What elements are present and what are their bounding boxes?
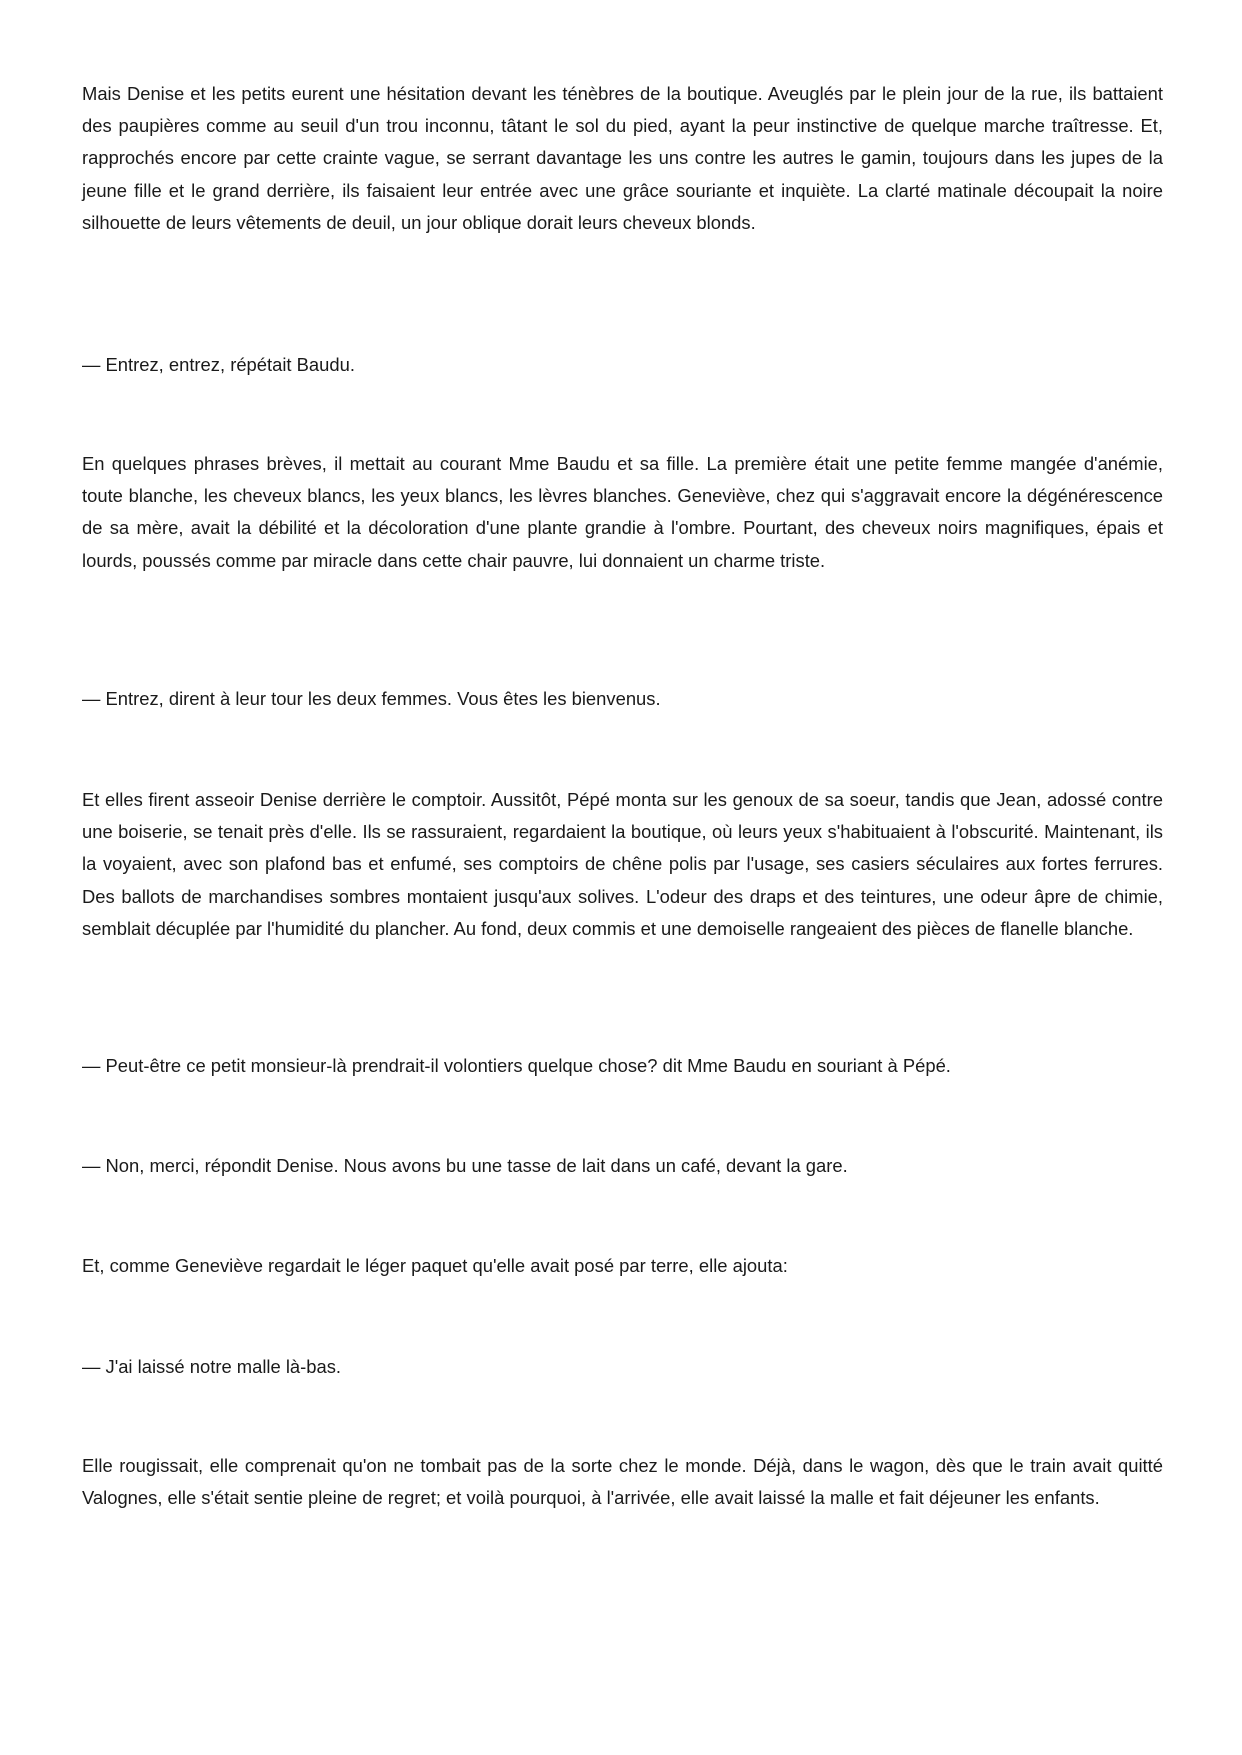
paragraph-7: — Non, merci, répondit Denise. Nous avons bu une tasse de lait dans un café, devant la gare. — [82, 1155, 848, 1176]
paragraph-2: — Entrez, entrez, répétait Baudu. — [82, 354, 355, 375]
paragraph-6: — Peut-être ce petit monsieur-là prendrait-il volontiers quelque chose? dit Mme Baudu en souriant à Pépé. — [82, 1055, 951, 1076]
paragraph-4: — Entrez, dirent à leur tour les deux femmes. Vous êtes les bienvenus. — [82, 688, 661, 709]
paragraph-10: Elle rougissait, elle comprenait qu'on ne tombait pas de la sorte chez le monde. Déjà, dans le wagon, dès que le train avait quitté Valognes, elle s'était sentie pleine de regret; et voilà pourquoi, à l'arrivée, elle avait laissé la malle et fait déjeuner les enfants. — [82, 1455, 1163, 1509]
paragraph-8: Et, comme Geneviève regardait le léger paquet qu'elle avait posé par terre, elle ajouta: — [82, 1255, 788, 1276]
paragraph-1: Mais Denise et les petits eurent une hésitation devant les ténèbres de la boutique. Aveuglés par le plein jour de la rue, ils battaient des paupières comme au seuil d'un trou inconnu, tâtant le sol du pied, ayant la peur instinctive de quelque marche traîtresse. Et, rapprochés encore par cette crainte vague, se serrant davantage les uns contre les autres le gamin, toujours dans les jupes de la jeune fille et le grand derrière, ils faisaient leur entrée avec une grâce souriante et inquiète. La clarté matinale découpait la noire silhouette de leurs vêtements de deuil, un jour oblique dorait leurs cheveux blonds. — [82, 83, 1163, 233]
paragraph-9: — J'ai laissé notre malle là-bas. — [82, 1356, 342, 1377]
paragraph-3: En quelques phrases brèves, il mettait au courant Mme Baudu et sa fille. La première était une petite femme mangée d'anémie, toute blanche, les cheveux blancs, les yeux blancs, les lèvres blanches. Geneviève, chez qui s'aggravait encore la dégénérescence de sa mère, avait la débilité et la décoloration d'une plante grandie à l'ombre. Pourtant, des cheveux noirs magnifiques, épais et lourds, poussés comme par miracle dans cette chair pauvre, lui donnaient un charme triste. — [82, 453, 1163, 571]
paragraph-5: Et elles firent asseoir Denise derrière le comptoir. Aussitôt, Pépé monta sur les genoux de sa soeur, tandis que Jean, adossé contre une boiserie, se tenait près d'elle. Ils se rassuraient, regardaient la boutique, où leurs yeux s'habituaient à l'obscurité. Maintenant, ils la voyaient, avec son plafond bas et enfumé, ses comptoirs de chêne polis par l'usage, ses casiers séculaires aux fortes ferrures. Des ballots de marchandises sombres montaient jusqu'aux solives. L'odeur des draps et des teintures, une odeur âpre de chimie, semblait décuplée par l'humidité du plancher. Au fond, deux commis et une demoiselle rangeaient des pièces de flanelle blanche. — [82, 789, 1163, 939]
